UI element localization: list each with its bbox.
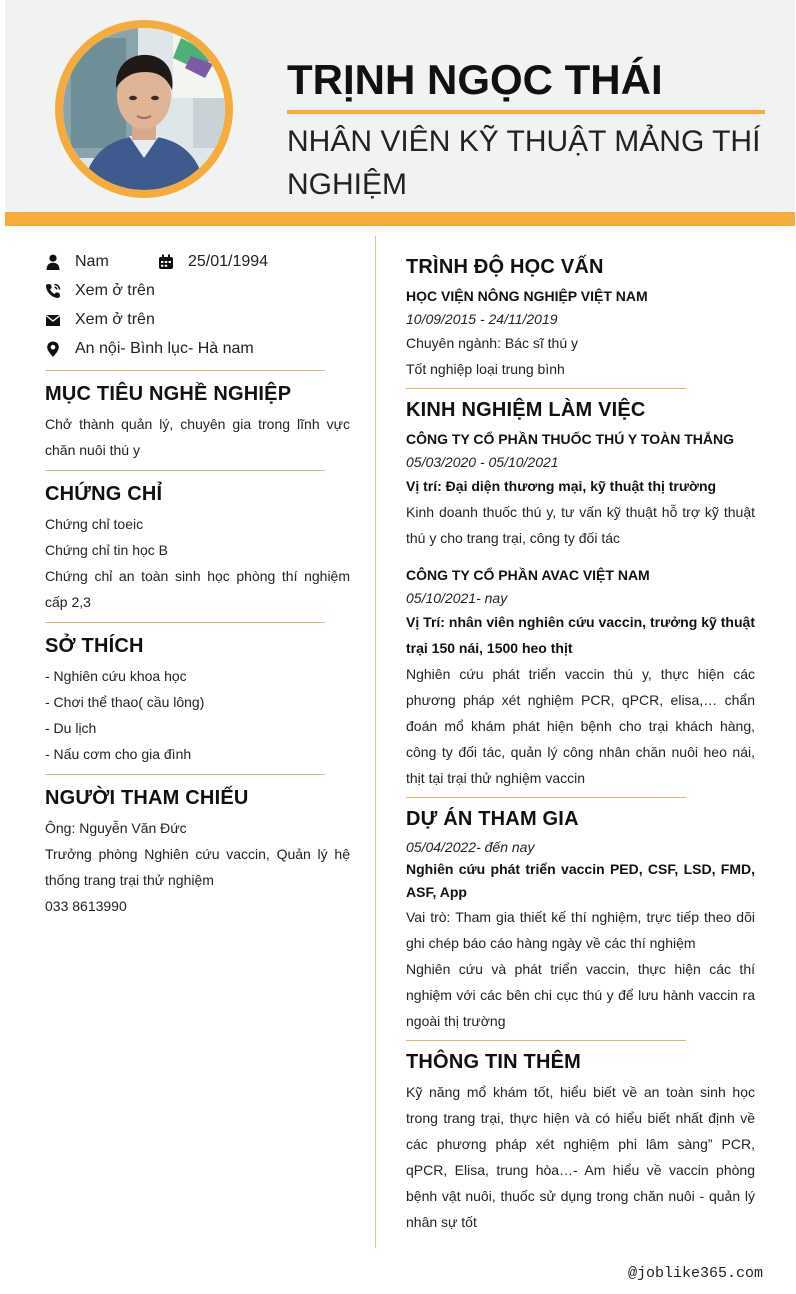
job-company: CÔNG TY CỔ PHẦN THUỐC THÚ Y TOÀN THẮNG — [406, 431, 734, 447]
job-position: Vị Trí: nhân viên nghiên cứu vaccin, trưởng kỹ thuật trại 150 nái, 1500 heo thịt — [406, 614, 755, 656]
envelope-icon — [45, 312, 61, 328]
project-dates: 05/04/2022- đến nay — [406, 839, 535, 855]
education-heading: TRÌNH ĐỘ HỌC VẤN — [406, 256, 604, 278]
project-name: Nghiên cứu phát triển vaccin PED, CSF, LSD, FMD, ASF, App — [406, 861, 755, 900]
address-row — [45, 334, 350, 363]
avatar-photo — [63, 28, 225, 190]
watermark: @joblike365.com — [628, 1265, 764, 1282]
address-value: An nội- Bình lục- Hà nam — [75, 339, 254, 357]
job-dates: 05/10/2021- nay — [406, 590, 508, 606]
phone-icon — [45, 283, 61, 299]
experience-heading: KINH NGHIỆM LÀM VIỆC — [406, 399, 646, 421]
candidate-name: TRỊNH NGỌC THÁI — [287, 56, 663, 103]
gender-birthdate-row — [45, 247, 350, 276]
hobby-item: - Du lịch — [45, 720, 97, 736]
additional-heading: THÔNG TIN THÊM — [406, 1051, 582, 1073]
reference-phone: 033 8613990 — [45, 898, 127, 914]
section-divider — [45, 622, 325, 623]
email-value: Xem ở trên — [75, 310, 155, 328]
hobby-item: - Nấu cơm cho gia đình — [45, 746, 192, 762]
education-major: Chuyên ngành: Bác sĩ thú y — [406, 335, 578, 351]
objective-text: Chở thành quản lý, chuyên gia trong lĩnh vực chăn nuôi thú y — [45, 416, 350, 458]
hobby-item: - Nghiên cứu khoa học — [45, 668, 187, 684]
left-column — [45, 247, 350, 919]
person-icon — [45, 254, 61, 270]
section-divider — [406, 388, 686, 389]
project-description: Nghiên cứu và phát triển vaccin, thực hiện các thí nghiệm với các bên chi cục thú y để lưu hành vaccin ra ngoài thị trường — [406, 961, 755, 1029]
reference-position: Trưởng phòng Nghiên cứu vaccin, Quản lý hệ thống trang trại thử nghiệm — [45, 846, 350, 888]
job-title: NHÂN VIÊN KỸ THUẬT MẢNG THÍ NGHIỆM — [287, 125, 761, 201]
certificate-item: Chứng chỉ an toàn sinh học phòng thí nghiệm cấp 2,3 — [45, 568, 350, 610]
section-divider — [45, 370, 325, 371]
hobbies-heading: SỞ THÍCH — [45, 635, 144, 657]
hobby-item: - Chơi thể thao( cầu lông) — [45, 694, 205, 710]
section-divider — [406, 797, 686, 798]
job-position: Vị trí: Đại diện thương mại, kỹ thuật thị trường — [406, 478, 717, 494]
additional-text: Kỹ năng mổ khám tốt, hiểu biết về an toàn sinh học trong trang trại, thực hiện và có hiểu biết nhất định về các phương pháp xét nghiệm phi lâm sàng” PCR, qPCR, Elisa, trung hòa…- Am hiểu về vaccin phòng bệnh vật nuôi, thuốc sử dụng trong chăn nuôi - quản lý nhân sự tốt — [406, 1084, 755, 1230]
education-grade: Tốt nghiệp loại trung bình — [406, 361, 565, 377]
job-dates: 05/03/2020 - 05/10/2021 — [406, 454, 559, 470]
column-divider — [375, 236, 376, 1248]
header-accent-bar — [5, 212, 795, 226]
section-divider — [45, 470, 325, 471]
projects-heading: DỰ ÁN THAM GIA — [406, 808, 579, 830]
job-description: Nghiên cứu phát triển vaccin thú y, thực hiện các phương pháp xét nghiệm PCR, qPCR, elisa,… chẩn đoán mổ khám phát hiện bệnh cho trại khách hàng, công ty đối tác, quản lý công nhân chăn nuôi heo nái, thịt tại trại thử nghiệm vaccin — [406, 666, 755, 786]
section-divider — [45, 774, 325, 775]
phone-row — [45, 276, 350, 305]
gender-value: Nam — [75, 252, 109, 270]
name-underline — [287, 110, 765, 114]
education-school: HỌC VIỆN NÔNG NGHIỆP VIỆT NAM — [406, 288, 648, 304]
reference-heading: NGƯỜI THAM CHIẾU — [45, 787, 249, 809]
location-pin-icon — [45, 341, 61, 357]
certificate-item: Chứng chỉ tin học B — [45, 542, 168, 558]
section-divider — [406, 1040, 686, 1041]
avatar — [55, 20, 233, 198]
job-company: CÔNG TY CỔ PHẦN AVAC VIỆT NAM — [406, 567, 650, 583]
certificate-item: Chứng chỉ toeic — [45, 516, 144, 532]
phone-value: Xem ở trên — [75, 281, 155, 299]
calendar-icon — [158, 254, 174, 270]
project-role: Vai trò: Tham gia thiết kế thí nghiệm, trực tiếp theo dõi ghi chép báo cáo hàng ngày về các thí nghiệm — [406, 909, 755, 951]
education-dates: 10/09/2015 - 24/11/2019 — [406, 311, 558, 327]
certificates-heading: CHỨNG CHỈ — [45, 483, 163, 505]
objective-heading: MỤC TIÊU NGHỀ NGHIỆP — [45, 383, 292, 405]
email-row — [45, 305, 350, 334]
right-column — [406, 250, 755, 1235]
job-description: Kinh doanh thuốc thú y, tư vấn kỹ thuật hỗ trợ kỹ thuật thú y cho trang trại, công ty đối tác — [406, 504, 755, 546]
birthdate-value: 25/01/1994 — [188, 252, 269, 270]
reference-name: Ông: Nguyễn Văn Đức — [45, 820, 187, 836]
